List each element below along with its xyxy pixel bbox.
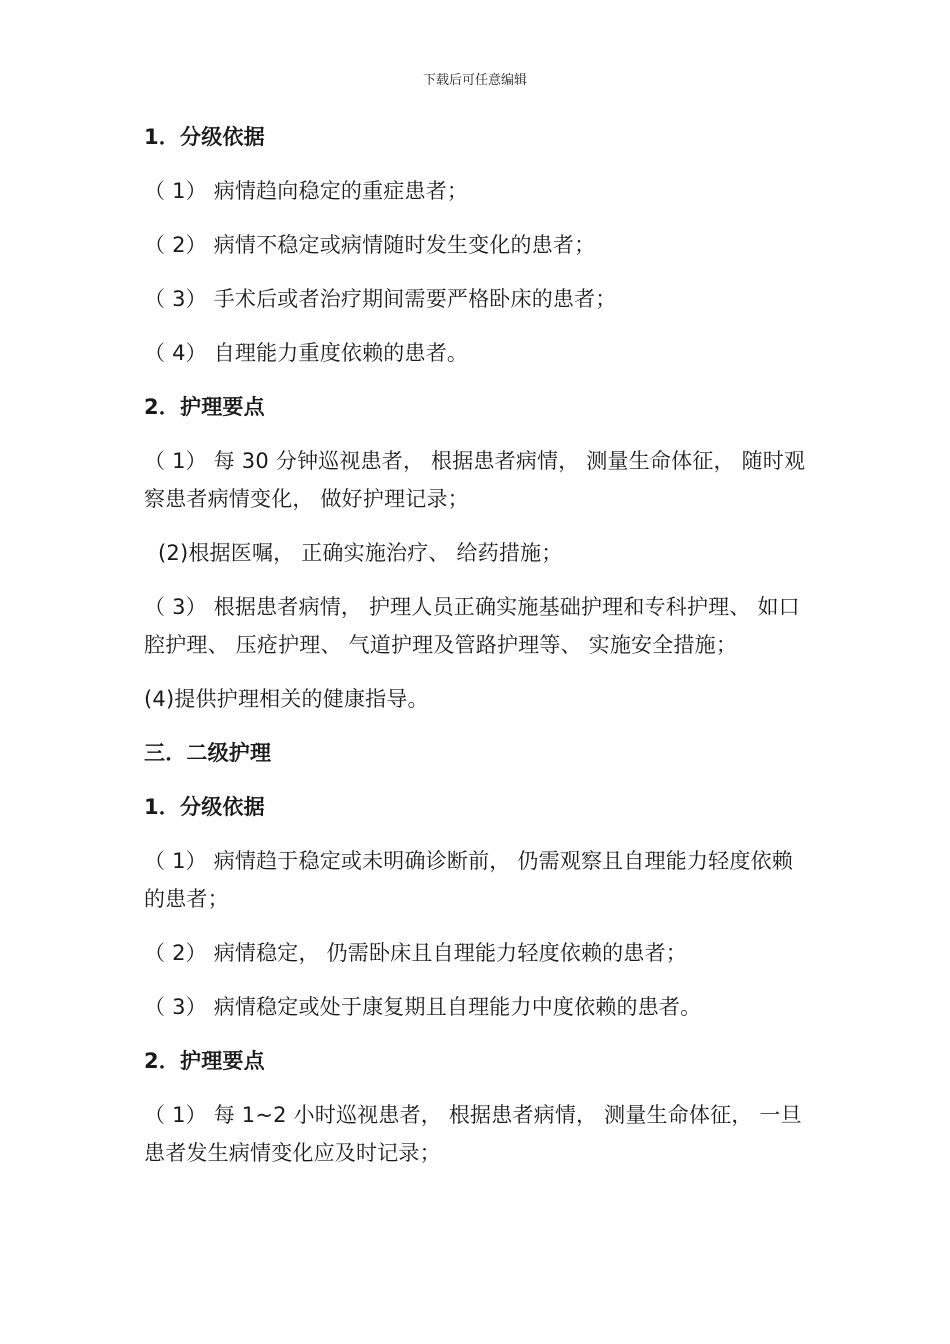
section-heading: 1．分级依据 bbox=[144, 795, 265, 819]
list-item: (4)提供护理相关的健康指导。 bbox=[144, 687, 429, 711]
list-item: (2)根据医嘱， 正确实施治疗、 给药措施； bbox=[158, 541, 563, 565]
list-item: （ 4） 自理能力重度依赖的患者。 bbox=[144, 341, 469, 365]
list-item: （ 1） 每 30 分钟巡视患者， 根据患者病情， 测量生命体征， 随时观察患者病情变化， 做好护理记录； bbox=[144, 449, 806, 511]
list-item: （ 1） 病情趋于稳定或未明确诊断前， 仍需观察且自理能力轻度依赖的患者； bbox=[144, 849, 793, 911]
header-note: 下载后可任意编辑 bbox=[422, 73, 527, 88]
section-heading: 1．分级依据 bbox=[144, 125, 265, 149]
list-item: （ 3） 病情稳定或处于康复期且自理能力中度依赖的患者。 bbox=[144, 995, 702, 1019]
list-item: （ 2） 病情不稳定或病情随时发生变化的患者； bbox=[144, 233, 596, 257]
list-item: （ 1） 每 1~2 小时巡视患者， 根据患者病情， 测量生命体征， 一旦患者发生病情变化应及时记录； bbox=[144, 1103, 802, 1165]
list-item: （ 2） 病情稳定， 仍需卧床且自理能力轻度依赖的患者； bbox=[144, 941, 687, 965]
list-item: （ 3） 根据患者病情， 护理人员正确实施基础护理和专科护理、 如口腔护理、 压疮护理、 气道护理及管路护理等、 实施安全措施； bbox=[144, 595, 800, 657]
document-body bbox=[144, 118, 809, 1188]
list-item: （ 3） 手术后或者治疗期间需要严格卧床的患者； bbox=[144, 287, 617, 311]
list-item: （ 1） 病情趋向稳定的重症患者； bbox=[144, 179, 469, 203]
section-heading: 2．护理要点 bbox=[144, 395, 265, 419]
chapter-heading: 三．二级护理 bbox=[144, 741, 272, 765]
section-heading: 2．护理要点 bbox=[144, 1049, 265, 1073]
